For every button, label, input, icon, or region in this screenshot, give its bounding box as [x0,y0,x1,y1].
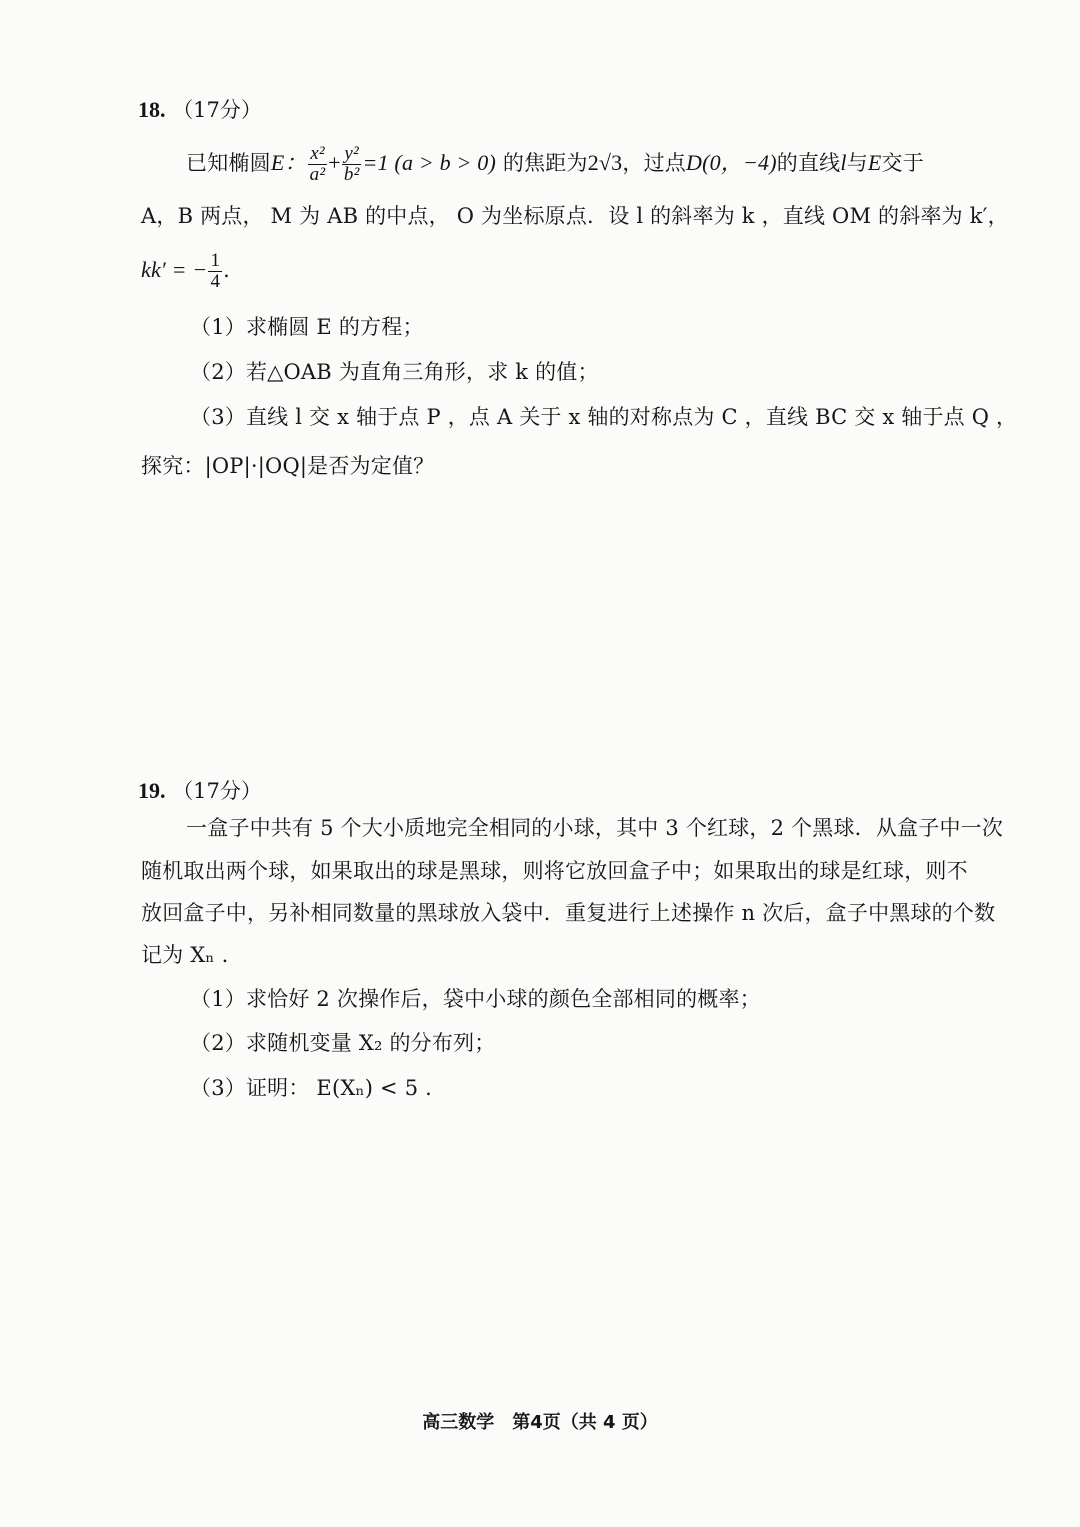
q19-stem-line-3: 放回盒子中，另补相同数量的黑球放入袋中．重复进行上述操作 n 次后，盒子中黑球的个数 [141,901,996,925]
question-number: 19. [138,778,166,803]
question-19-header [138,775,262,805]
fraction-x2-a2: $\frac{\text{x²}}{\text{a²}}$ [309,143,326,185]
q19-stem-line-1: 一盒子中共有 5 个大小质地完全相同的小球，其中 3 个红球，2 个黑球．从盒子中一次 [186,816,1004,840]
q19-stem-line-4: 记为 Xₙ . [141,943,229,967]
q19-part-3: （3）证明： E(Xₙ) < 5 . [190,1076,433,1100]
q18-stem-line-1: 已知椭圆E： $\frac{\text{x²}}{\text{a²}}$ + $\frac{\text{y²}}{\text{b²}}$ =1 (a > b > 0) 的焦距为2√3，过点D(0，−4)的直线l与E交于 [186,143,924,185]
q18-part-3: （3）直线 l 交 x 轴于点 P ，点 A 关于 x 轴的对称点为 C ，直线 BC 交 x 轴于点 Q ， [190,405,1018,429]
page-footer: 高三数学 第4页（共 4 页） [422,1412,658,1433]
q19-part-1: （1）求恰好 2 次操作后，袋中小球的颜色全部相同的概率； [190,987,761,1011]
q18-stem-line-3: kk′ = − $\frac{1}{4}$ . [141,250,231,292]
q19-stem-line-2: 随机取出两个球，如果取出的球是黑球，则将它放回盒子中；如果取出的球是红球，则不 [141,859,968,883]
question-number: 18. [138,97,166,122]
q18-part-2: （2）若△OAB 为直角三角形，求 k 的值； [190,360,599,384]
question-points: （17分） [172,779,262,803]
question-18-header [138,94,262,124]
focal-distance: 2√3 [587,150,623,175]
fraction-one-quarter: $\frac{1}{4}$ [210,250,221,292]
question-points: （17分） [172,98,262,122]
q19-part-2: （2）求随机变量 X₂ 的分布列； [190,1031,496,1055]
fraction-y2-b2: $\frac{\text{y²}}{\text{b²}}$ [343,143,360,185]
q18-part-1: （1）求椭圆 E 的方程； [190,315,424,339]
q18-stem-line-2: A，B 两点， M 为 AB 的中点， O 为坐标原点．设 l 的斜率为 k ，直线 OM 的斜率为 k′， [141,204,1009,228]
q18-part-3-continued: 探究：|OP|·|OQ|是否为定值？ [141,454,435,478]
